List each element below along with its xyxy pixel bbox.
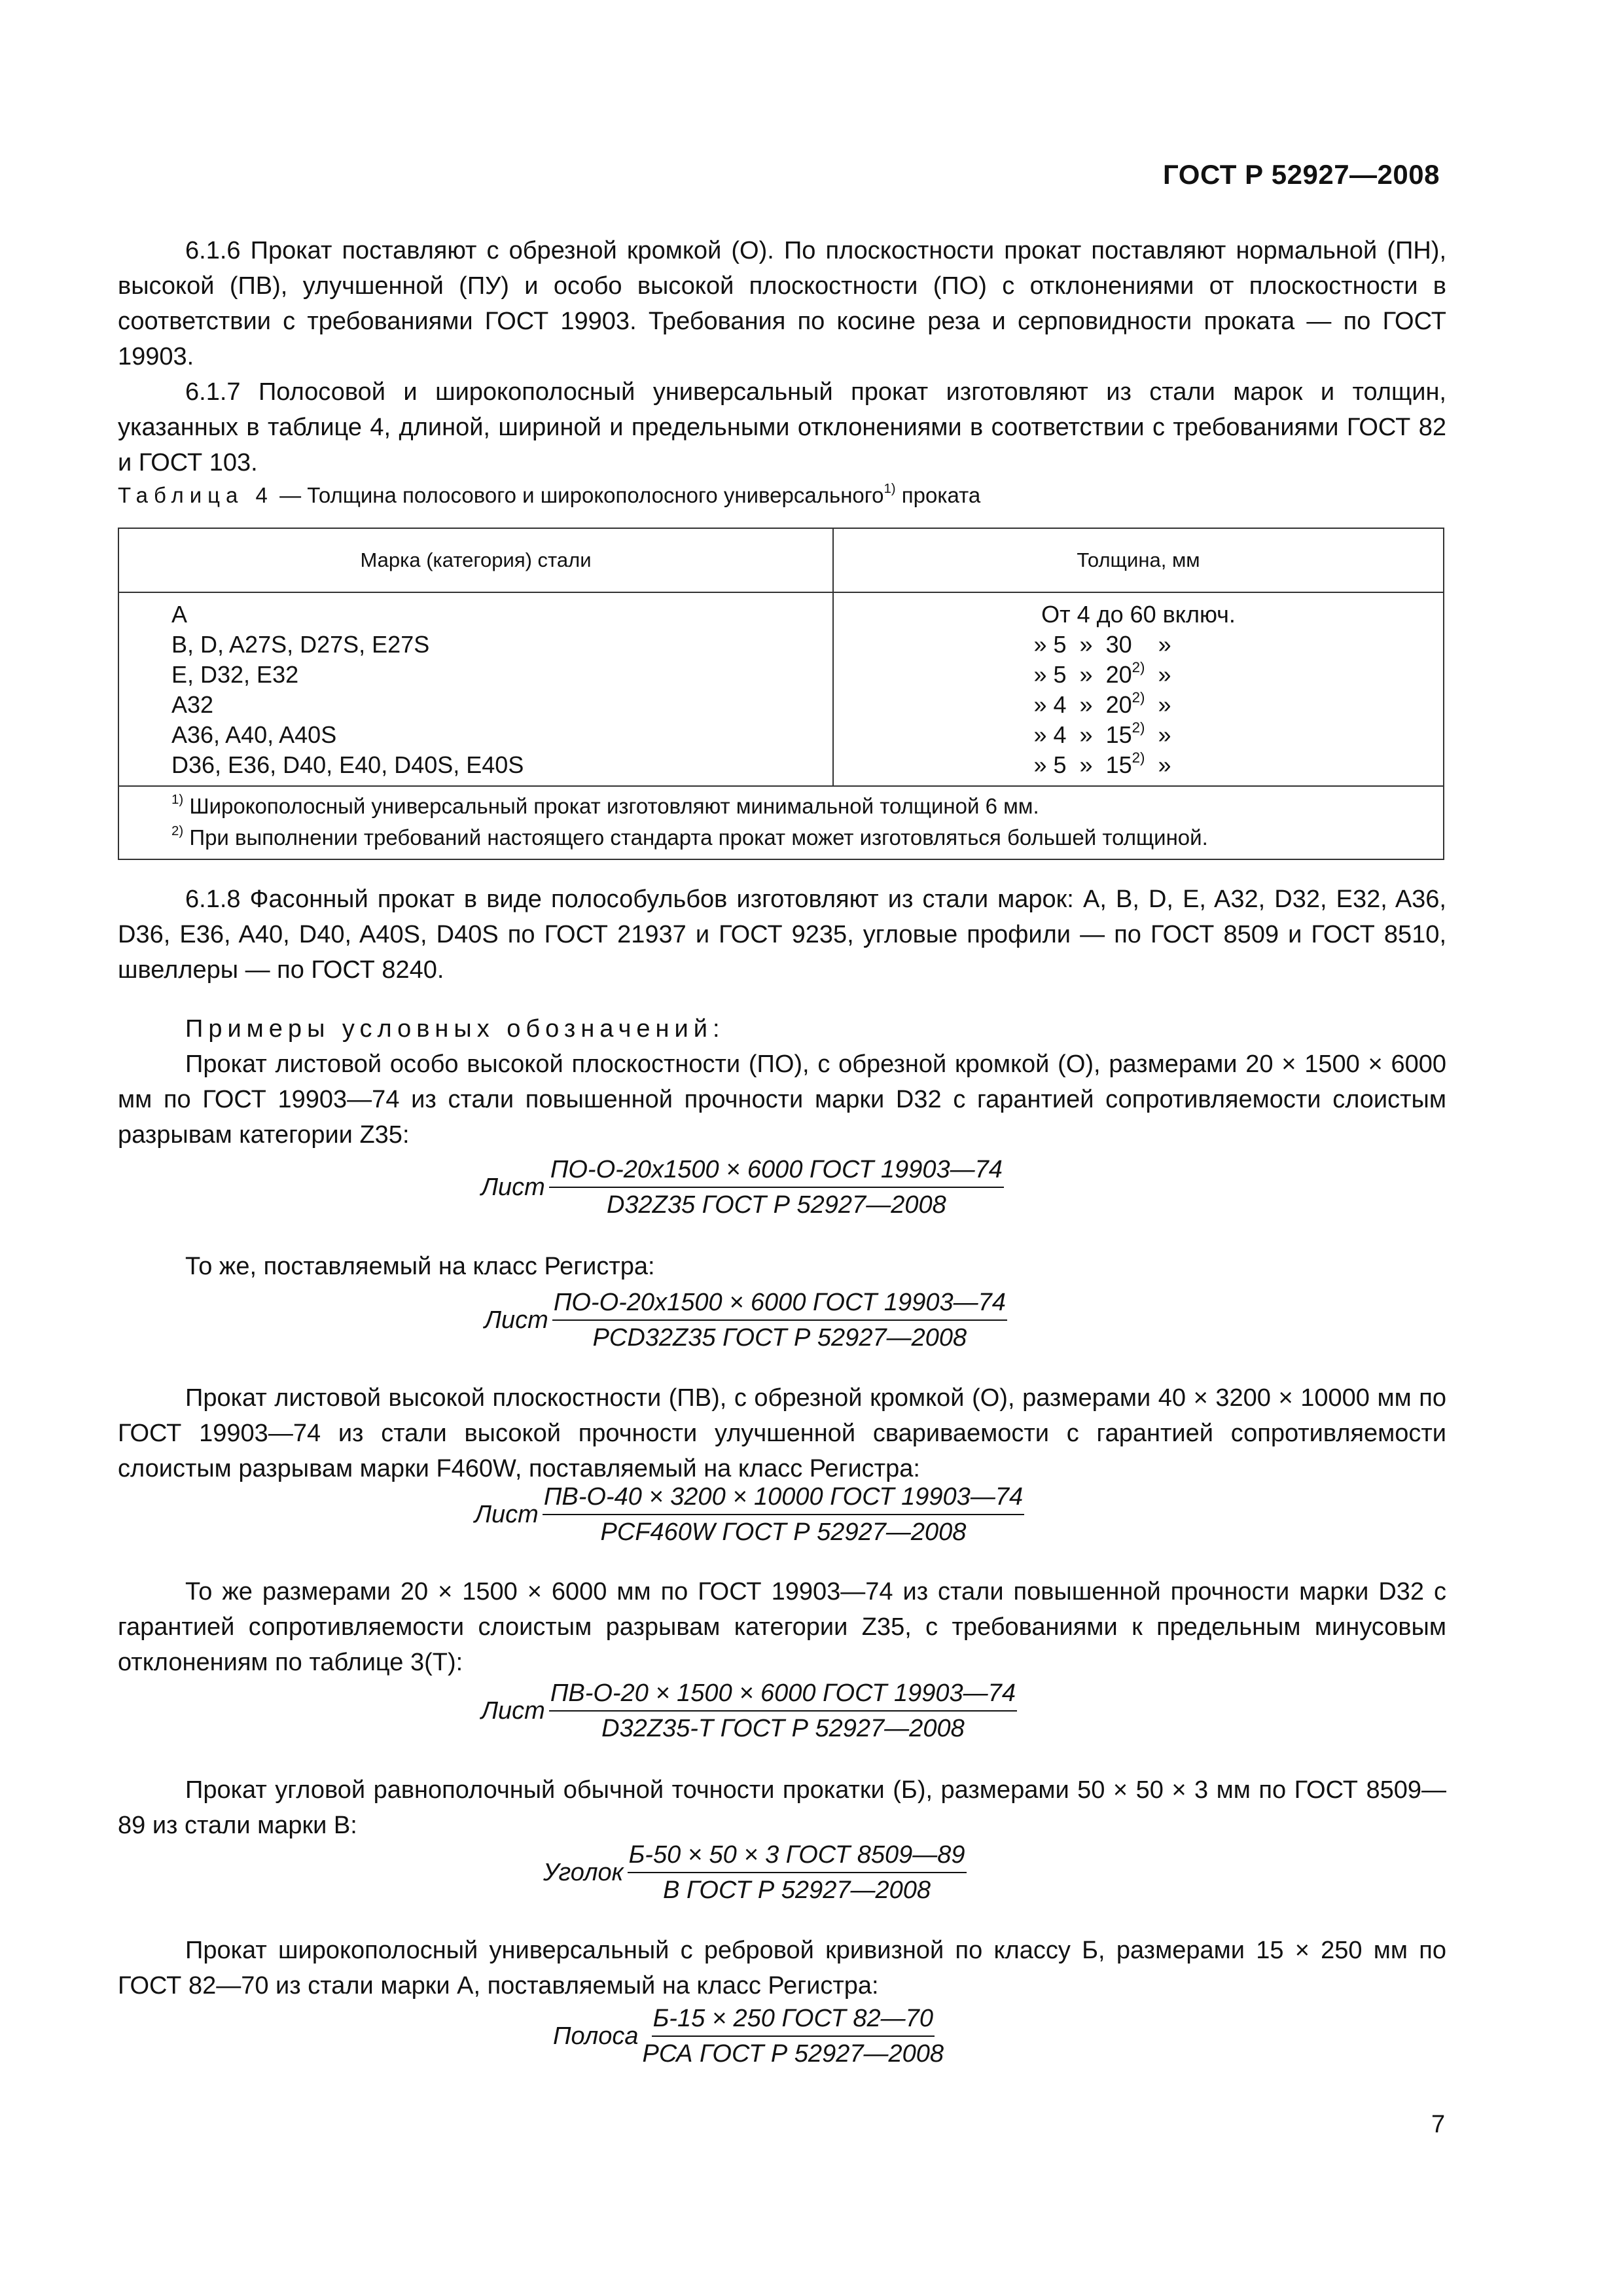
grade-cell: A36, A40, A40S xyxy=(171,721,337,748)
grade-cell: B, D, A27S, D27S, E27S xyxy=(171,631,430,658)
thickness-column xyxy=(833,592,1444,786)
examples-block-2 xyxy=(118,1249,1446,1284)
note-mark: 1) xyxy=(171,791,184,807)
thickness-footnote-mark: 2) xyxy=(1132,658,1145,675)
table-body-row xyxy=(118,592,1444,786)
formula-numerator: ПО-О-20х1500 × 6000 ГОСТ 19903—74 xyxy=(552,1288,1007,1321)
formula-numerator: ПО-О-20х1500 × 6000 ГОСТ 19903—74 xyxy=(549,1155,1004,1188)
thickness-ditto: » xyxy=(1145,691,1171,718)
examples-block-4 xyxy=(118,1574,1446,1680)
thickness-range: » 5 » 20 xyxy=(1033,661,1132,688)
section-6-1-6-6-1-7 xyxy=(118,233,1446,480)
thickness-cell xyxy=(834,630,1443,660)
formula-lead: Лист xyxy=(474,1500,539,1528)
thickness-value xyxy=(1034,720,1243,750)
formula-lead: Уголок xyxy=(543,1858,624,1886)
formula-denominator: РСА ГОСТ Р 52927—2008 xyxy=(642,2040,944,2068)
formula-fraction xyxy=(628,1840,967,1905)
example-5-text: Прокат угловой равнополочный обычной точности прокатки (Б), размерами 50 × 50 × 3 мм по ГОСТ 8509—89 из стали марки В: xyxy=(118,1776,1446,1839)
example-1-text: Прокат листовой особо высокой плоскостности (ПО), с обрезной кромкой (О), размерами 20 × 1500 × 6000 мм по ГОСТ 19903—74 из стали повышенной прочности марки D32 с гарантией сопротивляемости слоистым разрывам категории Z35: xyxy=(118,1050,1446,1149)
formula-denominator: D32Z35-Т ГОСТ Р 52927—2008 xyxy=(601,1715,965,1742)
formula-lead: Лист xyxy=(484,1306,548,1334)
thickness-ditto: » xyxy=(1145,751,1171,778)
formula-lead: Полоса xyxy=(553,2022,639,2050)
formula-numerator: Б-50 × 50 × 3 ГОСТ 8509—89 xyxy=(628,1840,967,1873)
thickness-footnote-mark: 2) xyxy=(1132,719,1145,736)
formula-fraction xyxy=(549,1679,1017,1743)
thickness-ditto: » xyxy=(1145,721,1171,748)
thickness-value xyxy=(1034,690,1243,720)
table-notes-row xyxy=(118,786,1444,859)
example-4-text: То же размерами 20 × 1500 × 6000 мм по ГОСТ 19903—74 из стали повышенной прочности марки D32 с гарантией сопротивляемости слоистым разрывам категории Z35, с требованиями к предельным минусовым отклонениям по таблице 3(Т): xyxy=(118,1578,1446,1676)
examples-block-1 xyxy=(118,1011,1446,1153)
grade-cell: A32 xyxy=(171,691,214,718)
formula-denominator: РСF460W ГОСТ Р 52927—2008 xyxy=(600,1518,967,1546)
table-4 xyxy=(118,528,1444,860)
table-note xyxy=(171,791,1443,822)
thickness-value xyxy=(1034,630,1243,660)
table-4-caption xyxy=(118,480,981,508)
example-3-formula xyxy=(474,1482,1024,1547)
page-number: 7 xyxy=(1431,2111,1446,2138)
thickness-cell xyxy=(834,660,1443,690)
section-6-1-8 xyxy=(118,882,1446,988)
thickness-value xyxy=(1034,660,1243,690)
thickness-range: » 4 » 15 xyxy=(1033,721,1132,748)
formula-fraction xyxy=(549,1155,1004,1219)
example-1-formula xyxy=(481,1155,1004,1219)
formula-lead: Лист xyxy=(481,1173,545,1201)
thickness-ditto: » xyxy=(1132,631,1171,658)
thickness-cell xyxy=(834,720,1443,750)
formula-numerator: Б-15 × 250 ГОСТ 82—70 xyxy=(652,2004,935,2037)
formula-lead: Лист xyxy=(481,1696,545,1725)
paragraph-6-1-7: 6.1.7 Полосовой и широкополосный универсальный прокат изготовляют из стали марок и толщин, указанных в таблице 4, длиной, шириной и предельными отклонениями в соответствии с требованиями ГОСТ 82 и ГОСТ 103. xyxy=(118,378,1446,476)
table-4-title-footnote-mark: 1) xyxy=(883,480,896,496)
thickness-cell xyxy=(834,600,1443,630)
thickness-value xyxy=(1034,750,1243,780)
formula-denominator: D32Z35 ГОСТ Р 52927—2008 xyxy=(606,1191,946,1219)
thickness-footnote-mark: 2) xyxy=(1132,749,1145,766)
example-3-text: Прокат листовой высокой плоскостности (ПВ), с обрезной кромкой (О), размерами 40 × 3200 × 10000 мм по ГОСТ 19903—74 из стали высокой прочности улучшенной свариваемости с гарантией сопротивляемости слоистым разрывам марки F460W, поставляемый на класс Регистра: xyxy=(118,1384,1446,1482)
formula-denominator: РСD32Z35 ГОСТ Р 52927—2008 xyxy=(592,1324,967,1352)
example-6-formula xyxy=(553,2004,944,2068)
examples-block-5 xyxy=(118,1772,1446,1843)
example-5-formula xyxy=(543,1840,967,1905)
formula-numerator: ПВ-О-20 × 1500 × 6000 ГОСТ 19903—74 xyxy=(549,1679,1017,1712)
table-note xyxy=(171,822,1443,853)
thickness-cell xyxy=(834,750,1443,780)
grade-cell: E, D32, E32 xyxy=(171,661,299,688)
example-2-formula xyxy=(484,1288,1007,1352)
formula-fraction xyxy=(552,1288,1007,1352)
examples-block-6 xyxy=(118,1933,1446,2003)
thickness-range: » 5 » 30 xyxy=(1033,631,1132,658)
note-mark: 2) xyxy=(171,823,184,838)
grade-cell: D36, E36, D40, E40, D40S, E40S xyxy=(171,751,524,778)
note-text: При выполнении требований настоящего стандарта прокат может изготовляться большей толщиной. xyxy=(183,825,1208,850)
example-6-text: Прокат широкополосный универсальный с ребровой кривизной по классу Б, размерами 15 × 250 мм по ГОСТ 82—70 из стали марки А, поставляемый на класс Регистра: xyxy=(118,1937,1446,2000)
table-4-title: — Толщина полосового и широкополосного универсального xyxy=(273,483,884,507)
grade-cell: A xyxy=(171,601,188,628)
thickness-ditto: » xyxy=(1145,661,1171,688)
header-steel-grade: Марка (категория) стали xyxy=(118,528,833,592)
paragraph-6-1-8: 6.1.8 Фасонный прокат в виде полособульбов изготовляют из стали марок: A, B, D, E, A32, D32, E32, A36, D36, E36, A40, D40, A40S, D40S по ГОСТ 21937 и ГОСТ 9235, угловые профили — по ГОСТ 8509 и ГОСТ 8510, швеллеры — по ГОСТ 8240. xyxy=(118,886,1446,984)
example-2-text: То же, поставляемый на класс Регистра: xyxy=(185,1253,655,1280)
note-text: Широкополосный универсальный прокат изготовляют минимальной толщиной 6 мм. xyxy=(183,794,1039,818)
thickness-cell xyxy=(834,690,1443,720)
table-header-row xyxy=(118,528,1444,592)
example-4-formula xyxy=(481,1679,1017,1743)
formula-fraction xyxy=(643,2004,944,2068)
paragraph-6-1-6: 6.1.6 Прокат поставляют с обрезной кромкой (О). По плоскостности прокат поставляют нормальной (ПН), высокой (ПВ), улучшенной (ПУ) и особо высокой плоскостности (ПО) с отклонениями от плоскостности в соответствии с требованиями ГОСТ 19903. Требования по косине реза и серповидности проката — по ГОСТ 19903. xyxy=(118,237,1446,370)
formula-fraction xyxy=(543,1482,1024,1547)
thickness-range: » 5 » 15 xyxy=(1033,751,1132,778)
examples-heading: Примеры условных обозначений: xyxy=(185,1015,725,1043)
table-notes xyxy=(118,786,1444,859)
thickness-footnote-mark: 2) xyxy=(1132,689,1145,706)
formula-denominator: В ГОСТ Р 52927—2008 xyxy=(663,1876,931,1904)
table-4-title-tail: проката xyxy=(895,483,981,507)
formula-numerator: ПВ-О-40 × 3200 × 10000 ГОСТ 19903—74 xyxy=(543,1482,1024,1515)
header-thickness: Толщина, мм xyxy=(833,528,1444,592)
thickness-range: » 4 » 20 xyxy=(1033,691,1132,718)
examples-block-3 xyxy=(118,1380,1446,1486)
grade-column xyxy=(118,592,833,786)
document-header: ГОСТ Р 52927—2008 xyxy=(1163,159,1440,190)
thickness-value: От 4 до 60 включ. xyxy=(1041,601,1236,628)
table-4-label: Таблица 4 xyxy=(118,483,274,507)
